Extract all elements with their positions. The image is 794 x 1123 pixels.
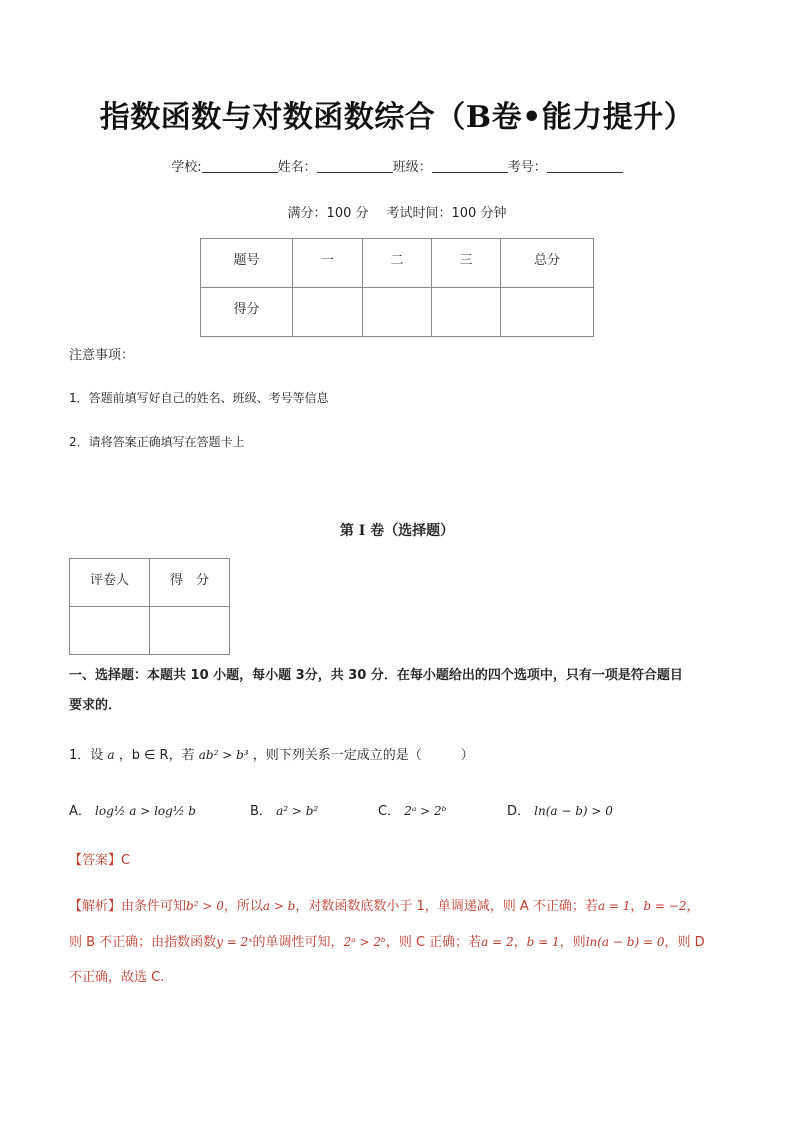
score-header-cell: 一 (293, 239, 363, 288)
part-one-instructions: 一、选择题：本题共 10 小题，每小题 3分，共 30 分．在每小题给出的四个选项中，只有一项是符合题目 (69, 668, 683, 683)
question-number: 1．设 (69, 748, 104, 763)
grader-row (70, 607, 230, 655)
explanation-text: 则 B 不正确；由指数函数 (69, 935, 217, 950)
explanation-text: ，则 D (664, 935, 705, 950)
score-cell[interactable] (363, 288, 432, 337)
explanation-text: 的单调性可知， (252, 935, 344, 950)
explanation-text: 【解析】由条件可知 (69, 899, 187, 914)
exam-meta (0, 202, 794, 221)
section-title: 第 I 卷（选择题） (339, 523, 455, 539)
explanation-text: ， (686, 899, 700, 914)
name-blank (317, 160, 393, 173)
exam-no-label: 考号： (507, 160, 547, 175)
grader-header-row (70, 559, 230, 607)
school-blank (202, 160, 278, 173)
full-score: 满分：100 分 (287, 206, 369, 221)
explanation-text: ，则 (559, 935, 586, 950)
option-b[interactable] (250, 800, 318, 819)
score-cell[interactable] (432, 288, 501, 337)
score-row-label: 得分 (201, 288, 293, 337)
grader-cell[interactable] (70, 607, 150, 655)
explanation-text: ，则 C 正确；若 (385, 935, 482, 950)
option-d-label: D． (507, 804, 531, 819)
notes-title: 注意事项： (69, 348, 135, 363)
score-table-header-row (201, 239, 594, 288)
grader-cell[interactable] (150, 607, 230, 655)
score-cell[interactable] (293, 288, 363, 337)
variable-a: a (107, 748, 115, 762)
student-info-line (0, 156, 794, 175)
option-b-label: B． (250, 804, 272, 819)
grader-header-cell: 评卷人 (70, 559, 150, 607)
score-header-cell: 题号 (201, 239, 293, 288)
explanation-formula: a = 2 (481, 935, 514, 949)
explanation-line-2 (69, 931, 705, 950)
score-table (200, 238, 594, 337)
grader-table (69, 558, 230, 655)
score-table-row (201, 288, 594, 337)
question-1-stem (69, 744, 474, 763)
explanation-formula: ln(a − b) = 0 (585, 935, 665, 949)
score-cell[interactable] (501, 288, 594, 337)
explanation-text: ，所以 (223, 899, 263, 914)
explanation-text: ， (630, 899, 644, 914)
note-item: 2．请将答案正确填写在答题卡上 (69, 435, 245, 449)
note-item: 1．答题前填写好自己的姓名、班级、考号等信息 (69, 391, 329, 405)
name-label: 姓名： (277, 160, 317, 175)
part-one-instructions-cont: 要求的． (69, 698, 122, 713)
condition-formula: ab² > b³ (198, 748, 249, 762)
explanation-text: ， (513, 935, 527, 950)
option-c-label: C． (378, 804, 401, 819)
explanation-text: ，对数函数底数小于 1，单调递减，则 A 不正确；若 (295, 899, 598, 914)
school-label: 学校: (171, 160, 202, 175)
option-a-label: A． (69, 804, 91, 819)
question-text-end: ，则下列关系一定成立的是（ ） (252, 748, 474, 763)
class-label: 班级： (392, 160, 432, 175)
exam-time: 考试时间：100 分钟 (386, 206, 507, 221)
option-a[interactable] (69, 800, 196, 819)
option-d-formula: ln(a − b) > 0 (534, 804, 613, 818)
page-title: 指数函数与对数函数综合（B卷•能力提升） (99, 100, 695, 135)
option-c-formula: 2ᵃ > 2ᵇ (404, 804, 447, 818)
explanation-formula: b² > 0 (186, 899, 224, 913)
grader-header-cell: 得 分 (150, 559, 230, 607)
answer-label: 【答案】C (69, 853, 131, 868)
explanation-formula: a = 1 (597, 899, 631, 913)
exam-no-blank (547, 160, 623, 173)
score-header-cell: 总分 (501, 239, 594, 288)
explanation-line-1 (69, 895, 700, 914)
question-text: ，b ∈ R，若 (118, 748, 195, 763)
option-d[interactable] (507, 800, 613, 819)
explanation-formula: y = 2ˣ (216, 935, 253, 949)
explanation-line-3: 不正确，故选 C. (69, 970, 165, 985)
score-header-cell: 三 (432, 239, 501, 288)
explanation-formula: b = −2 (643, 899, 687, 913)
explanation-formula: b = 1 (526, 935, 560, 949)
class-blank (432, 160, 508, 173)
score-header-cell: 二 (363, 239, 432, 288)
option-a-formula: log½ a > log½ b (95, 804, 196, 818)
option-b-formula: a² > b² (276, 804, 319, 818)
explanation-formula: a > b (262, 899, 296, 913)
explanation-formula: 2ᵃ > 2ᵇ (343, 935, 386, 949)
option-c[interactable] (378, 800, 446, 819)
